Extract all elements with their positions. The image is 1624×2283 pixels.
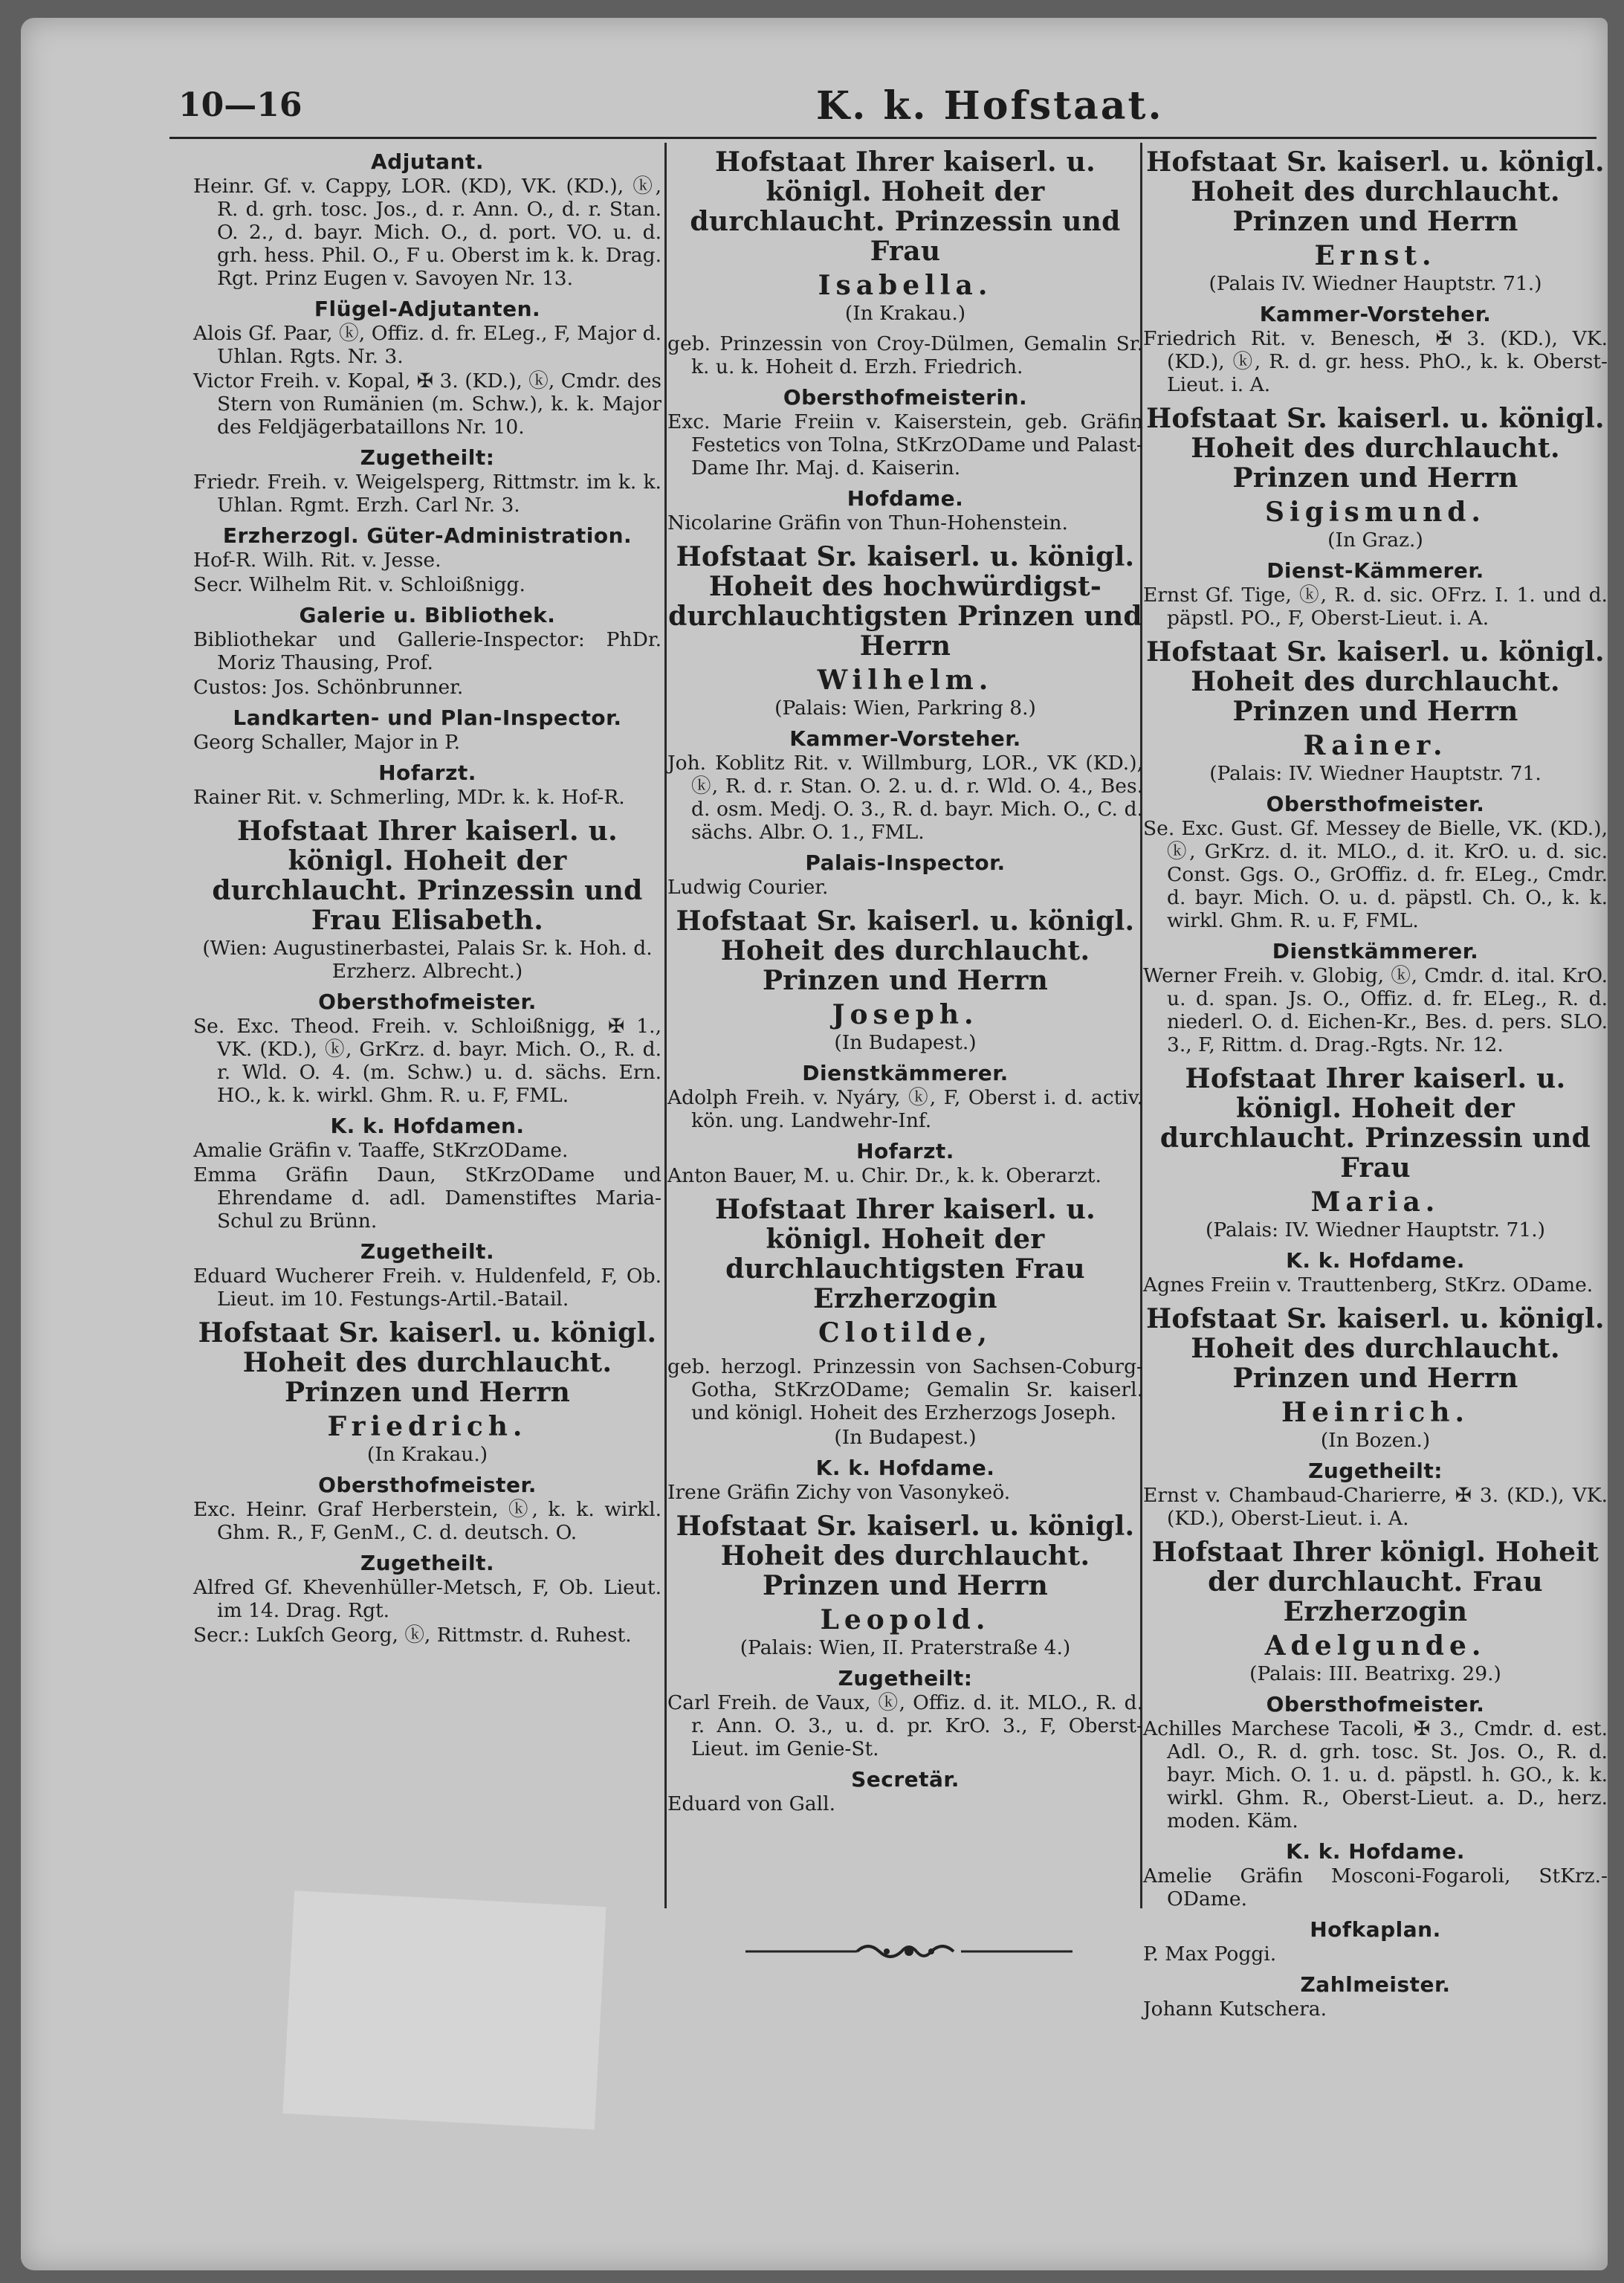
entry-text: Carl Freih. de Vaux, ⓚ, Offiz. d. it. MLO., R. d. r. Ann. O. 3., u. d. pr. KrO. 3., F, Oberst-Lieut. im Genie-St. <box>667 1691 1143 1760</box>
entry-section <box>667 1768 1143 1815</box>
entry-section <box>1143 1840 1608 1911</box>
entry-text: Amalie Gräfin v. Taaffe, StKrzODame. <box>193 1139 569 1162</box>
entry-text: Nicolarine Gräfin von Thun-Hohenstein. <box>667 511 1068 535</box>
court-name: Friedrich. <box>327 1411 528 1442</box>
entry-section <box>667 386 1143 479</box>
court-name: Adelgunde. <box>1264 1630 1486 1662</box>
section-heading: Dienstkämmerer. <box>1272 939 1479 963</box>
fleuron-ornament-icon <box>745 1938 1073 1965</box>
entry-section <box>193 1114 661 1233</box>
location-note: (In Budapest.) <box>834 1031 977 1054</box>
court-heading: Hofstaat Sr. kaiserl. u. königl. Hoheit des durchlaucht. Prinzen und Herrn <box>676 905 1135 996</box>
entry-section <box>193 150 661 290</box>
entry-section <box>667 487 1143 535</box>
location-note: (In Krakau.) <box>366 1443 488 1466</box>
court-name: Rainer. <box>1303 730 1448 761</box>
entry-text: Hof-R. Wilh. Rit. v. Jesse. <box>193 549 441 572</box>
court-heading: Hofstaat Sr. kaiserl. u. königl. Hoheit des durchlaucht. Prinzen und Herrn <box>198 1317 657 1408</box>
column-1 <box>193 143 661 1908</box>
court-name: Sigismund. <box>1265 497 1486 528</box>
entry-section <box>193 604 661 699</box>
section-heading: Palais-Inspector. <box>805 850 1006 875</box>
entry-text: Se. Exc. Theod. Freih. v. Schloißnigg, ✠ 1., VK. (KD.), ⓚ, GrKrz. d. bayr. Mich. O., R. d. r. Wld. O. 4. (m. Schw.) u. d. sächs. Ern. HO., k. k. wirkl. Ghm. R. u. F, FML. <box>193 1015 661 1107</box>
entry-text: Emma Gräfin Daun, StKrzODame und Ehrendame d. adl. Damenstiftes Maria-Schul zu Brünn. <box>193 1163 661 1233</box>
entry-section <box>193 1551 661 1647</box>
location-note: (In Graz.) <box>1327 529 1423 552</box>
entry-text: geb. herzogl. Prinzessin von Sachsen-Coburg-Gotha, StKrzODame; Gemalin Sr. kaiserl. und königl. Hoheit des Erzherzogs Joseph. <box>667 1355 1143 1424</box>
location-note: (Palais: IV. Wiedner Hauptstr. 71. <box>1209 762 1541 785</box>
entry-section <box>1143 1693 1608 1832</box>
entry-section <box>1143 1304 1608 1452</box>
section-heading: K. k. Hofdame. <box>1286 1248 1465 1273</box>
entry-section <box>1143 1459 1608 1530</box>
entry-section <box>193 446 661 517</box>
entry-section <box>667 147 1143 325</box>
entry-text: Eduard von Gall. <box>667 1792 835 1815</box>
entry-text: Ludwig Courier. <box>667 876 829 899</box>
court-heading: Hofstaat Ihrer königl. Hoheit der durchlaucht. Frau Erzherzogin <box>1151 1537 1599 1627</box>
section-heading: K. k. Hofdame. <box>815 1456 995 1480</box>
entry-section <box>193 1240 661 1311</box>
entry-text: Friedr. Freih. v. Weigelsperg, Rittmstr. im k. k. Uhlan. Rgmt. Erzh. Carl Nr. 3. <box>193 471 661 517</box>
section-heading: Hofarzt. <box>856 1139 954 1163</box>
location-note: (Palais: Wien, Parkring 8.) <box>774 697 1036 720</box>
entry-section <box>1143 792 1608 932</box>
section-heading: Obersthofmeister. <box>1266 1692 1485 1717</box>
section-heading: Zugetheilt: <box>1308 1459 1443 1483</box>
entry-text: Friedrich Rit. v. Benesch, ✠ 3. (KD.), VK. (KD.), ⓚ, R. d. gr. hess. PhO., k. k. Oberst-Lieut. i. A. <box>1143 327 1608 396</box>
section-heading: Obersthofmeisterin. <box>783 385 1028 410</box>
column-divider <box>664 143 667 1908</box>
entry-text: Rainer Rit. v. Schmerling, MDr. k. k. Hof-R. <box>193 786 625 809</box>
court-heading: Hofstaat Ihrer kaiserl. u. königl. Hoheit der durchlauchtigsten Frau Erzherzogin <box>715 1194 1096 1314</box>
location-note: (Palais: IV. Wiedner Hauptstr. 71.) <box>1206 1218 1545 1241</box>
entry-text: Eduard Wucherer Freih. v. Huldenfeld, F, Ob. Lieut. im 10. Festungs-Artil.-Batail. <box>193 1265 661 1311</box>
section-heading: Dienst-Kämmerer. <box>1266 558 1484 583</box>
section-heading: Dienstkämmerer. <box>802 1061 1009 1085</box>
court-name: Ernst. <box>1314 240 1437 271</box>
entry-section <box>667 1511 1143 1659</box>
entry-section <box>1143 147 1608 295</box>
section-heading: Zugetheilt: <box>360 445 495 470</box>
entry-section <box>667 1140 1143 1187</box>
court-name: Heinrich. <box>1281 1397 1470 1428</box>
entry-section <box>193 524 661 596</box>
entry-text: Georg Schaller, Major in P. <box>193 731 461 754</box>
entry-section <box>667 1195 1143 1348</box>
entry-text: Johann Kutschera. <box>1143 1998 1327 2021</box>
court-heading: Hofstaat Sr. kaiserl. u. königl. Hoheit des durchlaucht. Prinzen und Herrn <box>1146 1303 1605 1394</box>
entry-text: Se. Exc. Gust. Gf. Messey de Bielle, VK. (KD.), ⓚ, GrKrz. d. it. MLO., d. it. KrO. u. d. sic. Const. Ggs. O., GrOffiz. d. fr. ELeg., Cmdr. d. bayr. Mich. O. u. d. päpstl. Ch. O., k. k. wirkl. Ghm. R. u. F, FML. <box>1143 817 1608 932</box>
section-heading: Flügel-Adjutanten. <box>314 297 541 321</box>
court-heading: Hofstaat Sr. kaiserl. u. königl. Hoheit des durchlaucht. Prinzen und Herrn <box>676 1511 1135 1601</box>
entry-section <box>667 1355 1143 1449</box>
section-heading: Landkarten- und Plan-Inspector. <box>233 705 622 730</box>
section-heading: K. k. Hofdamen. <box>330 1114 525 1138</box>
entry-section <box>193 990 661 1107</box>
entry-section <box>1143 1918 1608 1966</box>
section-heading: Obersthofmeister. <box>1266 792 1485 816</box>
section-heading: Kammer-Vorsteher. <box>1259 302 1492 326</box>
entry-section <box>1143 404 1608 552</box>
court-name: Clotilde, <box>818 1317 992 1349</box>
entry-section <box>193 816 661 983</box>
section-heading: Galerie u. Bibliothek. <box>299 603 556 627</box>
court-name: Isabella. <box>818 270 993 301</box>
entry-text: Ernst Gf. Tige, ⓚ, R. d. sic. OFrz. I. 1. und d. päpstl. PO., F, Oberst-Lieut. i. A. <box>1143 584 1608 630</box>
section-heading: Hofkaplan. <box>1310 1917 1441 1942</box>
entry-text: Adolph Freih. v. Nyáry, ⓚ, F, Oberst i. d. activ. kön. ung. Landwehr-Inf. <box>667 1086 1143 1132</box>
entry-section <box>667 851 1143 899</box>
court-heading: Hofstaat Ihrer kaiserl. u. königl. Hoheit der durchlaucht. Prinzessin und Frau Elisabeth. <box>212 816 643 936</box>
court-heading: Hofstaat Sr. kaiserl. u. königl. Hoheit des durchlaucht. Prinzen und Herrn <box>1146 636 1605 727</box>
entry-text: geb. Prinzessin von Croy-Dülmen, Gemalin Sr. k. u. k. Hoheit d. Erzh. Friedrich. <box>667 332 1143 378</box>
column-2 <box>667 143 1143 1908</box>
section-heading: Obersthofmeister. <box>318 989 537 1014</box>
entry-text: Secr.: Lukſch Georg, ⓚ, Rittmstr. d. Ruhest. <box>193 1624 632 1647</box>
court-heading: Hofstaat Ihrer kaiserl. u. königl. Hoheit der durchlaucht. Prinzessin und Frau <box>690 146 1121 267</box>
section-heading: Kammer-Vorsteher. <box>789 726 1021 751</box>
entry-text: Alfred Gf. Khevenhüller-Metsch, F, Ob. Lieut. im 14. Drag. Rgt. <box>193 1576 661 1622</box>
location-note: (Palais: III. Beatrixg. 29.) <box>1249 1662 1501 1685</box>
page <box>21 18 1608 2270</box>
section-heading: Hofdame. <box>847 486 964 511</box>
section-heading: Obersthofmeister. <box>318 1473 537 1497</box>
section-heading: Zugetheilt. <box>360 1551 495 1575</box>
section-heading: Erzherzogl. Güter-Administration. <box>222 523 633 548</box>
location-note: (In Budapest.) <box>834 1426 977 1449</box>
entry-section <box>1143 1537 1608 1685</box>
location-note: (Palais: Wien, II. Praterstraße 4.) <box>740 1636 1071 1659</box>
location-note: (Palais IV. Wiedner Hauptstr. 71.) <box>1209 272 1542 295</box>
court-name: Joseph. <box>832 999 979 1030</box>
entry-text: Bibliothekar und Gallerie-Inspector: PhDr. Moriz Thausing, Prof. <box>193 628 661 674</box>
section-heading: Adjutant. <box>371 149 484 174</box>
court-name: Maria. <box>1310 1186 1440 1218</box>
entry-section <box>1143 1064 1608 1241</box>
court-heading: Hofstaat Sr. kaiserl. u. königl. Hoheit des durchlaucht. Prinzen und Herrn <box>1146 403 1605 494</box>
entry-section <box>667 1667 1143 1760</box>
section-heading: Zugetheilt. <box>360 1239 495 1264</box>
entry-text: Exc. Marie Freiin v. Kaiserstein, geb. Gräfin Festetics von Tolna, StKrzODame und Palast-Dame Ihr. Maj. d. Kaiserin. <box>667 410 1143 479</box>
entry-section <box>193 1473 661 1544</box>
court-heading: Hofstaat Ihrer kaiserl. u. königl. Hoheit der durchlaucht. Prinzessin und Frau <box>1159 1063 1591 1184</box>
entry-section <box>667 1062 1143 1132</box>
entry-section <box>667 332 1143 378</box>
entry-section <box>193 297 661 439</box>
location-note: (Wien: Augustinerbastei, Palais Sr. k. Hoh. d. Erzherz. Albrecht.) <box>202 937 653 983</box>
entry-section <box>1143 637 1608 785</box>
entry-section <box>193 706 661 754</box>
location-note: (In Bozen.) <box>1320 1429 1431 1452</box>
court-name: Leopold. <box>820 1604 991 1635</box>
entry-text: P. Max Poggi. <box>1143 1943 1277 1966</box>
section-heading: Hofarzt. <box>378 761 476 785</box>
entry-text: Achilles Marchese Tacoli, ✠ 3., Cmdr. d. est. Adl. O., R. d. grh. tosc. St. Jos. O., R. d. bayr. Mich. O. 1. u. d. päpstl. h. GO., k. k. wirkl. Ghm. R., Oberst-Lieut. a. D., herz. moden. Käm. <box>1143 1717 1608 1832</box>
entry-text: Exc. Heinr. Graf Herberstein, ⓚ, k. k. wirkl. Ghm. R., F, GenM., C. d. deutsch. O. <box>193 1498 661 1544</box>
entry-section <box>667 542 1143 720</box>
entry-text: Custos: Jos. Schönbrunner. <box>193 676 464 699</box>
section-heading: Zahlmeister. <box>1300 1972 1451 1997</box>
entry-text: Ernst v. Chambaud-Charierre, ✠ 3. (KD.), VK. (KD.), Oberst-Lieut. i. A. <box>1143 1484 1608 1530</box>
header-rule <box>169 137 1596 139</box>
entry-section <box>667 906 1143 1054</box>
entry-section <box>1143 303 1608 396</box>
entry-text: Agnes Freiin v. Trauttenberg, StKrz. ODame. <box>1143 1273 1594 1297</box>
entry-section <box>1143 1973 1608 2021</box>
section-heading: K. k. Hofdame. <box>1286 1839 1465 1864</box>
entry-section <box>193 1318 661 1466</box>
section-heading: Zugetheilt: <box>838 1666 973 1691</box>
entry-text: Joh. Koblitz Rit. v. Willmburg, LOR., VK (KD.), ⓚ, R. d. r. Stan. O. 2. u. d. r. Wld. O. 4., Bes. d. osm. Medj. O. 3., R. d. bayr. Mich. O., C. d. sächs. Albr. O. 1., FML. <box>667 752 1143 844</box>
entry-text: Irene Gräfin Zichy von Vasonykeö. <box>667 1481 1011 1504</box>
entry-section <box>1143 940 1608 1056</box>
entry-section <box>667 727 1143 844</box>
entry-section <box>1143 559 1608 630</box>
entry-section <box>193 761 661 809</box>
entry-text: Alois Gf. Paar, ⓚ, Offiz. d. fr. ELeg., F, Major d. Uhlan. Rgts. Nr. 3. <box>193 322 661 368</box>
entry-text: Anton Bauer, M. u. Chir. Dr., k. k. Oberarzt. <box>667 1164 1101 1187</box>
entry-text: Secr. Wilhelm Rit. v. Schloißnigg. <box>193 573 525 596</box>
section-heading: Secretär. <box>851 1767 960 1792</box>
entry-text: Heinr. Gf. v. Cappy, LOR. (KD), VK. (KD.), ⓚ, R. d. grh. tosc. Jos., d. r. Ann. O., d. r. Stan. O. 2., d. bayr. Mich. O., d. port. VO. u. d. grh. hess. Phil. O., F u. Oberst im k. k. Drag. Rgt. Prinz Eugen v. Savoyen Nr. 13. <box>193 175 661 290</box>
entry-section <box>1143 1249 1608 1297</box>
entry-section <box>667 1456 1143 1504</box>
column-3 <box>1143 143 1608 2021</box>
court-name: Wilhelm. <box>817 665 994 696</box>
entry-text: Amelie Gräfin Mosconi-Fogaroli, StKrz.-ODame. <box>1143 1864 1608 1911</box>
paper-stain <box>282 1890 606 2130</box>
page-number: 10—16 <box>178 86 303 124</box>
entry-text: Werner Freih. v. Globig, ⓚ, Cmdr. d. ital. KrO. u. d. span. Js. O., Offiz. d. fr. ELeg., R. d. niederl. O. d. Eichen-Kr., Bes. d. pers. SLO. 3., F, Rittm. d. Drag.-Rgts. Nr. 12. <box>1143 964 1608 1056</box>
location-note: (In Krakau.) <box>844 302 966 325</box>
entry-text: Victor Freih. v. Kopal, ✠ 3. (KD.), ⓚ, Cmdr. des Stern von Rumänien (m. Schw.), k. k. Major des Feldjägerbataillons Nr. 10. <box>193 369 661 439</box>
court-heading: Hofstaat Sr. kaiserl. u. königl. Hoheit des durchlaucht. Prinzen und Herrn <box>1146 146 1605 237</box>
running-title: K. k. Hofstaat. <box>816 83 1164 129</box>
court-heading: Hofstaat Sr. kaiserl. u. königl. Hoheit des hochwürdigst-durchlauchtigsten Prinzen und Herrn <box>668 541 1142 662</box>
